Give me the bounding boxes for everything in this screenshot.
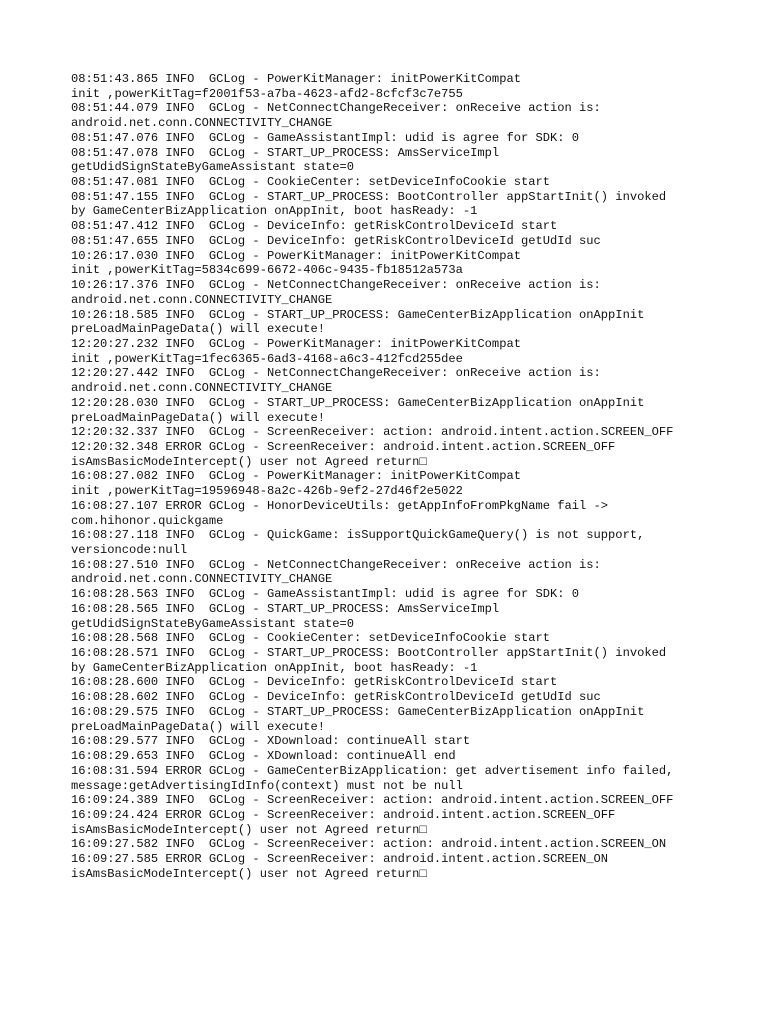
log-line: android.net.conn.CONNECTIVITY_CHANGE bbox=[71, 572, 333, 587]
log-line: 12:20:28.030 INFO GCLog - START_UP_PROCESS: GameCenterBizApplication onAppInit bbox=[71, 395, 645, 410]
log-line: by GameCenterBizApplication onAppInit, boot hasReady: -1 bbox=[71, 204, 478, 219]
log-line: 16:08:29.575 INFO GCLog - START_UP_PROCESS: GameCenterBizApplication onAppInit bbox=[71, 704, 645, 719]
log-line: 08:51:47.076 INFO GCLog - GameAssistantImpl: udid is agree for SDK: 0 bbox=[71, 130, 580, 145]
log-line: by GameCenterBizApplication onAppInit, boot hasReady: -1 bbox=[71, 660, 478, 675]
log-line: 16:08:28.568 INFO GCLog - CookieCenter: setDeviceInfoCookie start bbox=[71, 631, 550, 646]
log-line: android.net.conn.CONNECTIVITY_CHANGE bbox=[71, 381, 333, 396]
log-line: 12:20:32.348 ERROR GCLog - ScreenReceiver: android.intent.action.SCREEN_OFF bbox=[71, 439, 616, 454]
log-line: 16:09:27.585 ERROR GCLog - ScreenReceiver: android.intent.action.SCREEN_ON bbox=[71, 852, 609, 867]
log-line: 08:51:47.155 INFO GCLog - START_UP_PROCESS: BootController appStartInit() invoked bbox=[71, 189, 667, 204]
log-line: getUdidSignStateByGameAssistant state=0 bbox=[71, 160, 355, 175]
log-line: 16:08:29.653 INFO GCLog - XDownload: continueAll end bbox=[71, 749, 456, 764]
log-line: 16:08:29.577 INFO GCLog - XDownload: continueAll start bbox=[71, 734, 471, 749]
log-line: 10:26:17.376 INFO GCLog - NetConnectChangeReceiver: onReceive action is: bbox=[71, 278, 601, 293]
log-line: 16:08:27.107 ERROR GCLog - HonorDeviceUtils: getAppInfoFromPkgName fail -> bbox=[71, 498, 609, 513]
log-line: getUdidSignStateByGameAssistant state=0 bbox=[71, 616, 355, 631]
log-line: 16:08:28.565 INFO GCLog - START_UP_PROCESS: AmsServiceImpl bbox=[71, 601, 500, 616]
log-line: 10:26:18.585 INFO GCLog - START_UP_PROCESS: GameCenterBizApplication onAppInit bbox=[71, 307, 645, 322]
log-line: 16:08:28.563 INFO GCLog - GameAssistantImpl: udid is agree for SDK: 0 bbox=[71, 587, 580, 602]
log-line: 16:08:31.594 ERROR GCLog - GameCenterBizApplication: get advertisement info failed, bbox=[71, 763, 674, 778]
log-line: 12:20:27.442 INFO GCLog - NetConnectChangeReceiver: onReceive action is: bbox=[71, 366, 601, 381]
log-line: 16:08:28.600 INFO GCLog - DeviceInfo: getRiskControlDeviceId start bbox=[71, 675, 558, 690]
log-line: message:getAdvertisingIdInfo(context) must not be null bbox=[71, 778, 463, 793]
log-line: 16:08:27.118 INFO GCLog - QuickGame: isSupportQuickGameQuery() is not support, bbox=[71, 528, 645, 543]
log-line: 10:26:17.030 INFO GCLog - PowerKitManager: initPowerKitCompat bbox=[71, 248, 521, 263]
log-line: 16:09:24.424 ERROR GCLog - ScreenReceiver: android.intent.action.SCREEN_OFF bbox=[71, 807, 616, 822]
log-line: preLoadMainPageData() will execute! bbox=[71, 410, 326, 425]
log-line: isAmsBasicModeIntercept() user not Agreed return□ bbox=[71, 454, 427, 469]
log-line: 08:51:47.655 INFO GCLog - DeviceInfo: getRiskControlDeviceId getUdId suc bbox=[71, 233, 601, 248]
log-text-block bbox=[71, 72, 761, 882]
log-line: 16:09:24.389 INFO GCLog - ScreenReceiver: action: android.intent.action.SCREEN_OFF bbox=[71, 793, 674, 808]
log-line: android.net.conn.CONNECTIVITY_CHANGE bbox=[71, 292, 333, 307]
log-line: 08:51:47.081 INFO GCLog - CookieCenter: setDeviceInfoCookie start bbox=[71, 175, 550, 190]
log-line: 08:51:47.412 INFO GCLog - DeviceInfo: getRiskControlDeviceId start bbox=[71, 219, 558, 234]
log-line: 08:51:47.078 INFO GCLog - START_UP_PROCESS: AmsServiceImpl bbox=[71, 145, 500, 160]
log-line: init ,powerKitTag=f2001f53-a7ba-4623-afd2-8cfcf3c7e755 bbox=[71, 86, 463, 101]
log-line: 08:51:43.865 INFO GCLog - PowerKitManager: initPowerKitCompat bbox=[71, 72, 521, 86]
log-line: init ,powerKitTag=5834c699-6672-406c-9435-fb18512a573a bbox=[71, 263, 463, 278]
log-page bbox=[71, 72, 761, 882]
log-line: init ,powerKitTag=19596948-8a2c-426b-9ef2-27d46f2e5022 bbox=[71, 484, 463, 499]
log-line: com.hihonor.quickgame bbox=[71, 513, 224, 528]
log-line: 16:08:28.602 INFO GCLog - DeviceInfo: getRiskControlDeviceId getUdId suc bbox=[71, 690, 601, 705]
log-line: versioncode:null bbox=[71, 543, 188, 557]
log-line: 16:08:27.510 INFO GCLog - NetConnectChangeReceiver: onReceive action is: bbox=[71, 557, 601, 572]
log-line: preLoadMainPageData() will execute! bbox=[71, 719, 326, 734]
log-line: 16:08:28.571 INFO GCLog - START_UP_PROCESS: BootController appStartInit() invoked bbox=[71, 646, 667, 661]
log-line: 16:09:27.582 INFO GCLog - ScreenReceiver: action: android.intent.action.SCREEN_ON bbox=[71, 837, 667, 852]
log-line: preLoadMainPageData() will execute! bbox=[71, 322, 326, 337]
log-line: isAmsBasicModeIntercept() user not Agreed return□ bbox=[71, 866, 427, 881]
log-line: isAmsBasicModeIntercept() user not Agreed return□ bbox=[71, 822, 427, 837]
log-line: init ,powerKitTag=1fec6365-6ad3-4168-a6c3-412fcd255dee bbox=[71, 351, 463, 366]
log-line: 12:20:32.337 INFO GCLog - ScreenReceiver: action: android.intent.action.SCREEN_OFF bbox=[71, 425, 674, 440]
log-line: 12:20:27.232 INFO GCLog - PowerKitManager: initPowerKitCompat bbox=[71, 336, 521, 351]
log-line: android.net.conn.CONNECTIVITY_CHANGE bbox=[71, 116, 333, 131]
log-line: 16:08:27.082 INFO GCLog - PowerKitManager: initPowerKitCompat bbox=[71, 469, 521, 484]
log-line: 08:51:44.079 INFO GCLog - NetConnectChangeReceiver: onReceive action is: bbox=[71, 101, 601, 116]
